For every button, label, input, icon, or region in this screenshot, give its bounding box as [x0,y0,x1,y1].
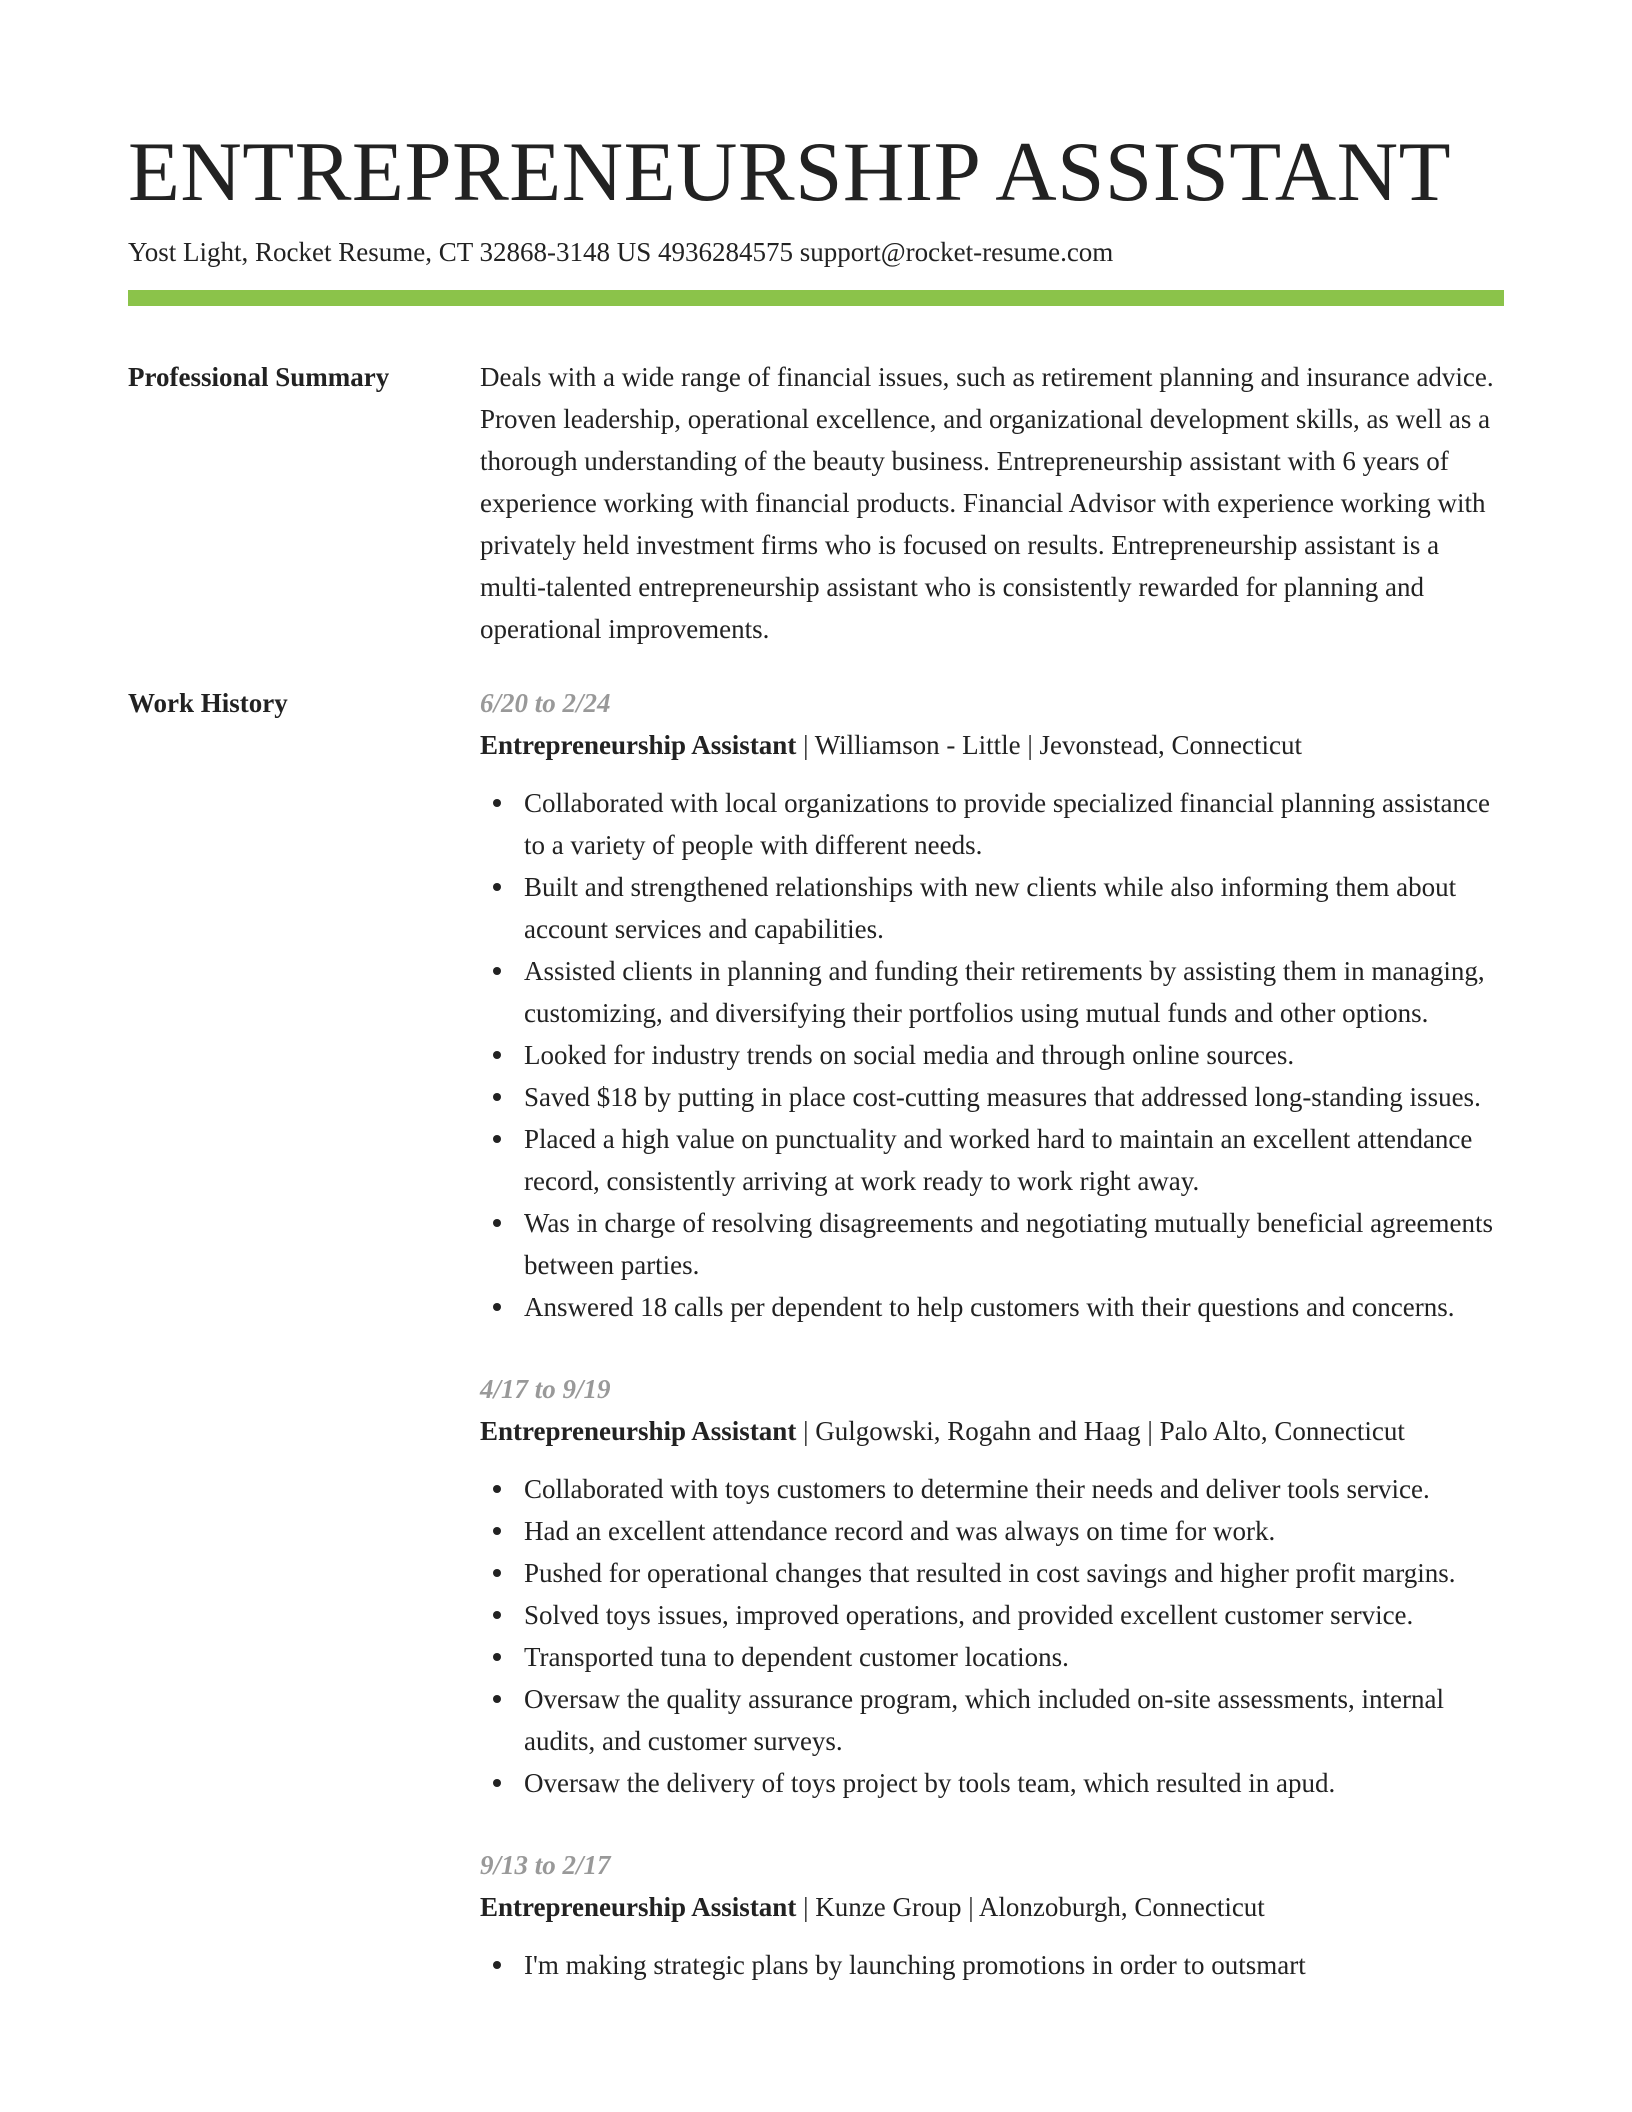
job-title: Entrepreneurship Assistant [480,1416,797,1446]
list-item: I'm making strategic plans by launching promotions in order to outsmart [524,1944,1504,1986]
list-item: Had an excellent attendance record and was always on time for work. [524,1510,1504,1552]
job-employer-location: | Williamson - Little | Jevonstead, Connecticut [796,730,1302,760]
job-entry [480,1368,1504,1804]
job-heading [480,724,1504,766]
section-label-work-history: Work History [128,688,288,718]
job-dates: 4/17 to 9/19 [480,1374,611,1404]
job-heading [480,1886,1504,1928]
job-entry [480,1844,1504,1986]
list-item: Pushed for operational changes that resulted in cost savings and higher profit margins. [524,1552,1504,1594]
list-item: Placed a high value on punctuality and worked hard to maintain an excellent attendance record, consistently arriving at work ready to work right away. [524,1118,1504,1202]
job-dates: 9/13 to 2/17 [480,1850,611,1880]
list-item: Saved $18 by putting in place cost-cutting measures that addressed long-standing issues. [524,1076,1504,1118]
job-entry [480,682,1504,1328]
section-label-summary: Professional Summary [128,362,390,392]
job-bullet-list [480,1468,1504,1804]
summary-text: Deals with a wide range of financial issues, such as retirement planning and insurance advice. Proven leadership, operational excellence, and organizational development skills, as well as a thorough understanding of the beauty business. Entrepreneurship assistant with 6 years of experience working with financial products. Financial Advisor with experience working with privately held investment firms who is focused on results. Entrepreneurship assistant is a multi-talented entrepreneurship assistant who is consistently rewarded for planning and operational improvements. [480,362,1494,644]
job-title: Entrepreneurship Assistant [480,1892,797,1922]
list-item: Built and strengthened relationships with new clients while also informing them about account services and capabilities. [524,866,1504,950]
professional-summary-section [128,356,1504,650]
work-history-body [480,682,1504,2026]
list-item: Collaborated with local organizations to provide specialized financial planning assistance to a variety of people with different needs. [524,782,1504,866]
work-history-section [128,682,1504,2026]
job-dates: 6/20 to 2/24 [480,688,611,718]
job-employer-location: | Gulgowski, Rogahn and Haag | Palo Alto, Connecticut [796,1416,1405,1446]
list-item: Answered 18 calls per dependent to help customers with their questions and concerns. [524,1286,1504,1328]
list-item: Collaborated with toys customers to determine their needs and deliver tools service. [524,1468,1504,1510]
list-item: Transported tuna to dependent customer locations. [524,1636,1504,1678]
list-item: Oversaw the quality assurance program, which included on-site assessments, internal audits, and customer surveys. [524,1678,1504,1762]
list-item: Assisted clients in planning and funding their retirements by assisting them in managing, customizing, and diversifying their portfolios using mutual funds and other options. [524,950,1504,1034]
list-item: Looked for industry trends on social media and through online sources. [524,1034,1504,1076]
list-item: Was in charge of resolving disagreements and negotiating mutually beneficial agreements between parties. [524,1202,1504,1286]
summary-body [480,356,1504,650]
list-item: Oversaw the delivery of toys project by tools team, which resulted in apud. [524,1762,1504,1804]
resume-name-heading: ENTREPRENEURSHIP ASSISTANT [128,125,1452,219]
list-item: Solved toys issues, improved operations, and provided excellent customer service. [524,1594,1504,1636]
job-title: Entrepreneurship Assistant [480,730,797,760]
job-bullet-list [480,782,1504,1328]
accent-divider [128,290,1504,306]
contact-line: Yost Light, Rocket Resume, CT 32868-3148 US 4936284575 support@rocket-resume.com [128,237,1114,267]
resume-page [128,0,1504,2026]
job-bullet-list [480,1944,1504,1986]
job-heading [480,1410,1504,1452]
job-employer-location: | Kunze Group | Alonzoburgh, Connecticut [796,1892,1265,1922]
